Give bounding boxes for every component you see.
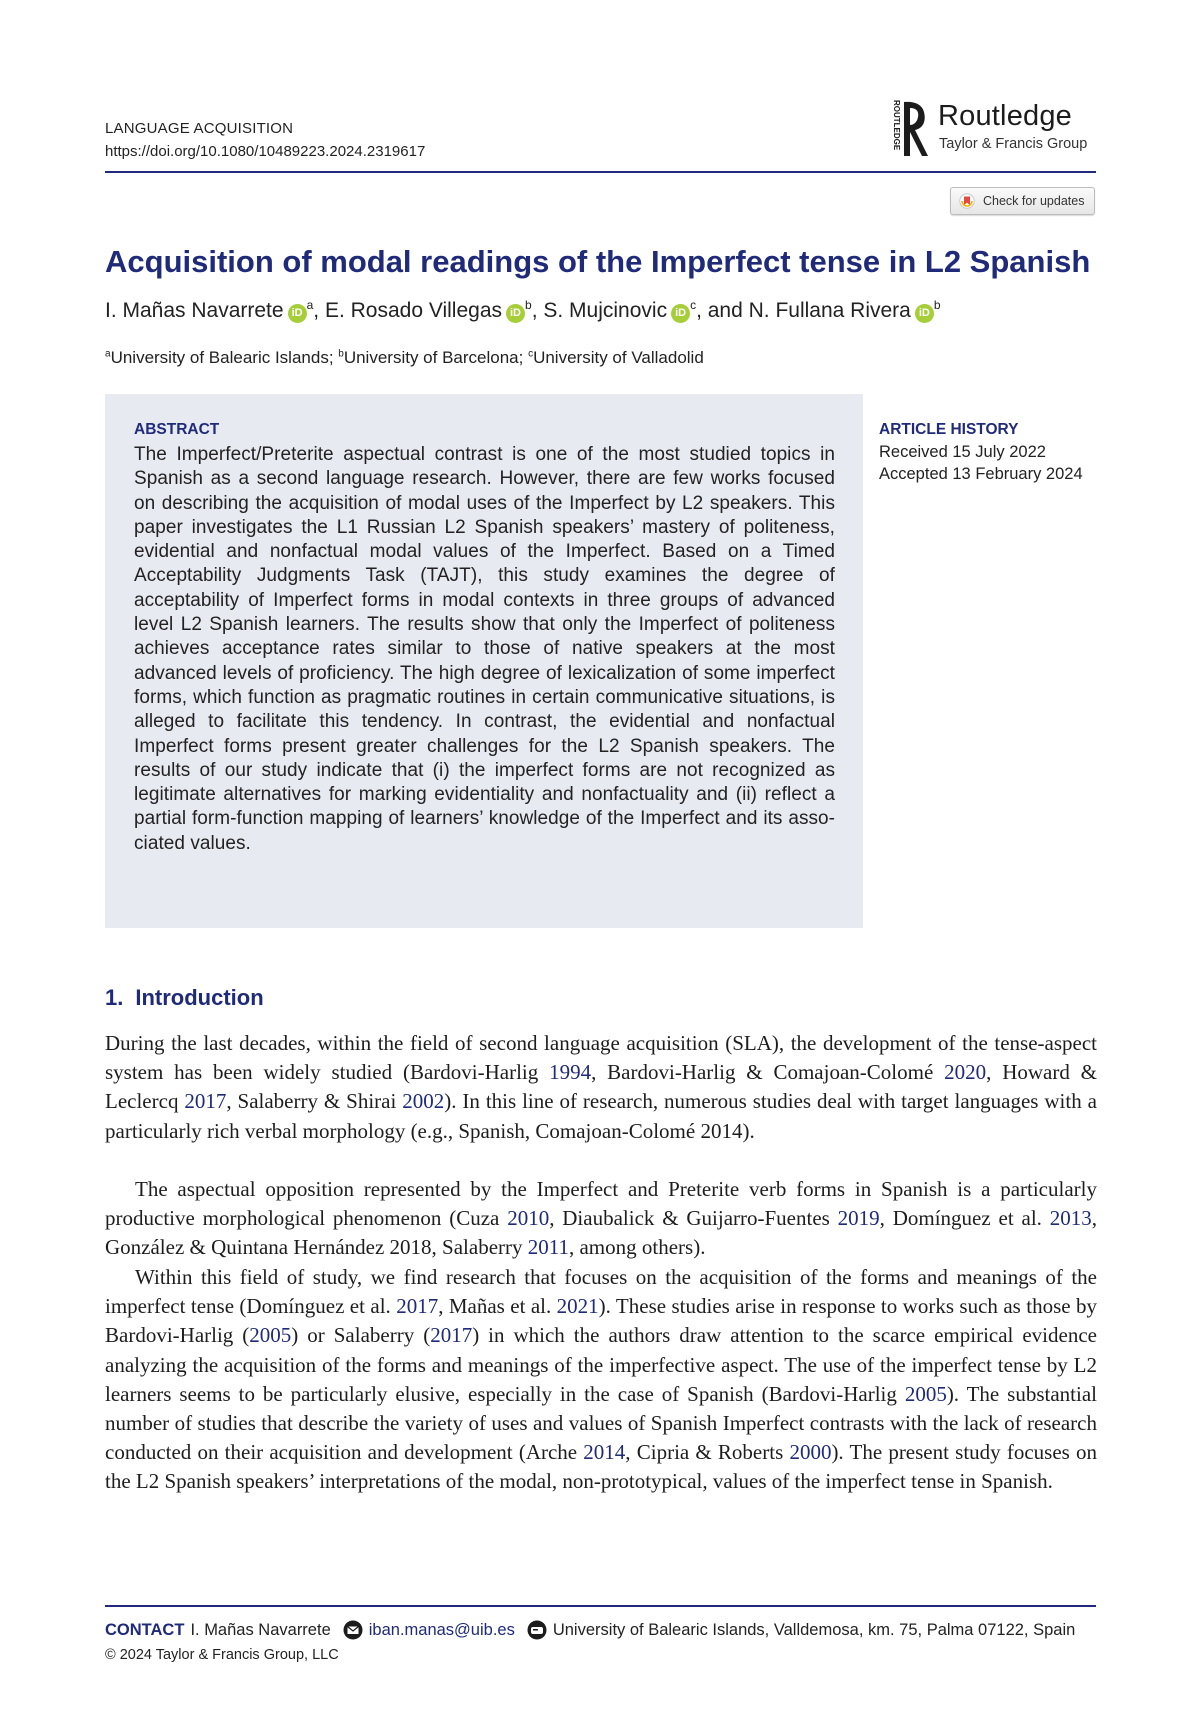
paragraph-text: , González & Quintana Hernández 2018, Salaberry (105, 1206, 1097, 1260)
affiliations (105, 348, 704, 368)
affiliation-name: University of Valladolid (533, 348, 704, 367)
publisher-logo[interactable] (888, 98, 1100, 160)
intro-paragraph-3 (105, 1263, 1097, 1497)
author-name: E. Rosado Villegas (324, 299, 502, 322)
author-list (105, 298, 941, 323)
crossmark-icon (959, 193, 975, 209)
citation-link[interactable]: 2017 (430, 1323, 473, 1348)
doi-link[interactable]: https://doi.org/10.1080/10489223.2024.2319617 (105, 143, 426, 160)
author-name: I. Mañas Navarrete (105, 299, 284, 322)
article-history-heading: ARTICLE HISTORY (879, 421, 1019, 438)
envelope-icon (343, 1620, 363, 1640)
citation-link[interactable]: 2010 (507, 1206, 550, 1231)
paragraph-text: ) in which the authors draw attention to the scarce empirical evidence analyzing the acquisition of the forms and meanings of the imperfective aspect. The use of the imperfect tense by L2 learners seems to be particularly elusive, especially in the case of Spanish (Bardovi-Harlig (105, 1323, 1097, 1406)
affiliation-marker: c (528, 348, 534, 360)
citation-link[interactable]: 2017 (396, 1294, 439, 1319)
citation-link[interactable]: 1994 (549, 1060, 592, 1085)
abstract-heading: ABSTRACT (134, 421, 220, 438)
citation-link[interactable]: 2017 (184, 1089, 227, 1114)
affiliation-marker: b (338, 348, 344, 360)
paragraph-text: , Domínguez et al. (879, 1206, 1050, 1231)
orcid-icon[interactable]: iD (506, 304, 525, 323)
citation-link[interactable]: 2005 (904, 1381, 947, 1406)
author-affiliation-marker: a (306, 298, 314, 312)
paragraph-text: , Diaubalick & Guijarro-Fuentes (549, 1206, 838, 1231)
author-separator: , (531, 299, 544, 322)
orcid-icon[interactable]: iD (915, 304, 934, 323)
author-affiliation-marker: c (690, 298, 697, 312)
affiliation-name: University of Balearic Islands; (110, 348, 339, 367)
paragraph-text: The aspectual opposition represented by the Imperfect and Preterite verb forms in Spanish is a particularly productive morphological phenomenon (Cuza (105, 1177, 1097, 1231)
section-title: Introduction (135, 985, 264, 1010)
orcid-icon[interactable]: iD (288, 304, 307, 323)
affiliation-marker: a (105, 348, 111, 360)
copyright: © 2024 Taylor & Francis Group, LLC (105, 1647, 339, 1663)
paragraph-text: ) or Salaberry ( (291, 1323, 431, 1348)
citation-link[interactable]: 2019 (837, 1206, 880, 1231)
journal-name: LANGUAGE ACQUISITION (105, 120, 294, 137)
paragraph-text: Within this field of study, we find research that focuses on the acquisition of the forms and meanings of the imperfect tense (Domínguez et al. (105, 1265, 1097, 1319)
citation-link[interactable]: 2002 (402, 1089, 445, 1114)
affiliation-name: University of Barcelona; (343, 348, 529, 367)
publisher-group: Taylor & Francis Group (939, 136, 1088, 152)
abstract-text: The Imperfect/Preterite aspectual contrast is one of the most studied topics in Spanish as a second language research. However, there are few works focused on describing the acquisition of modal uses of the Imperfect by L2 speakers. This paper investigates the L1 Russian L2 Spanish speakers’ mastery of politeness, evidential and nonfactual modal values of the Imperfect. Based on a Timed Acceptability Judgments Task (TAJT), this study examines the degree of acceptability of Imperfect forms in modal contexts in three groups of advanced level L2 Spanish learners. The results show that only the Imperfect of politeness achieves acceptance rates similar to those of native speakers at the most advanced levels of proficiency. The high degree of lexicalization of some imperfect forms, which function as pragmatic routines in certain communicative situations, is alleged to facilitate this tendency. In contrast, the evidential and nonfactual Imperfect forms present greater challenges for the L2 Spanish speakers. The results of our study indicate that (i) the imperfect forms are not recognized as legitimate alternatives for marking evidentiality and nonfactuality and (ii) reflect a partial form-function mapping of learners’ knowledge of the Imperfect and its associated values. (134, 444, 835, 854)
intro-paragraph-2 (105, 1175, 1097, 1263)
paragraph-text: , Bardovi-Harlig & Comajoan-Colomé (591, 1060, 945, 1085)
author-separator: , (313, 299, 325, 322)
citation-link[interactable]: 2013 (1049, 1206, 1092, 1231)
author-name: N. Fullana Rivera (748, 299, 911, 322)
publisher-vertical-text: ROUTLEDGE (892, 100, 901, 151)
accepted-date: Accepted 13 February 2024 (879, 465, 1083, 483)
orcid-icon[interactable]: iD (671, 304, 690, 323)
contact-label: CONTACT (105, 1620, 185, 1639)
contact-name: I. Mañas Navarrete (190, 1620, 331, 1639)
contact-line (105, 1620, 1075, 1640)
paragraph-text: ). The present study focuses on the L2 Spanish speakers’ interpretations of the modal, non-prototypical, values of the imperfect tense in Spanish. (105, 1440, 1097, 1494)
paragraph-text: ). The substantial number of studies that describe the variety of uses and values of Spanish Imperfect contrasts with the lack of research conducted on their acquisition and development (Arche (105, 1381, 1097, 1465)
paragraph-text: , Howard & Leclercq (105, 1060, 1098, 1114)
publisher-name: Routledge (938, 100, 1073, 132)
citation-link[interactable]: 2011 (527, 1235, 569, 1260)
routledge-logo-icon (888, 98, 928, 160)
citation-link[interactable]: 2014 (583, 1440, 626, 1465)
author-affiliation-marker: b (933, 298, 941, 312)
header-divider (105, 171, 1096, 173)
section-number: 1. (105, 985, 124, 1010)
footer-divider (105, 1605, 1096, 1607)
citation-link[interactable]: 2021 (556, 1294, 599, 1319)
received-date: Received 15 July 2022 (879, 443, 1046, 461)
contact-address: University of Balearic Islands, Valldemosa, km. 75, Palma 07122, Spain (552, 1620, 1076, 1639)
author-separator: , and (696, 299, 749, 322)
contact-email[interactable]: iban.manas@uib.es (368, 1620, 515, 1639)
check-for-updates-button[interactable] (950, 187, 1095, 215)
author-affiliation-marker: b (525, 298, 532, 312)
citation-link[interactable]: 2005 (249, 1323, 292, 1348)
citation-link[interactable]: 2020 (944, 1060, 987, 1085)
paragraph-text: ). In this line of research, numerous studies deal with target languages with a particularly rich verbal morphology (e.g., Spanish, Comajoan-Colomé 2014). (105, 1089, 1097, 1143)
check-for-updates-label: Check for updates (983, 194, 1085, 208)
intro-paragraph-1 (105, 1029, 1097, 1146)
section-heading-introduction (105, 985, 264, 1011)
citation-link[interactable]: 2000 (789, 1440, 832, 1465)
paragraph-text: ). These studies arise in response to works such as those by Bardovi-Harlig ( (105, 1294, 1097, 1348)
paragraph-text: , Cipria & Roberts (625, 1440, 790, 1465)
paragraph-text: , Mañas et al. (438, 1294, 557, 1319)
paragraph-text: During the last decades, within the field of second language acquisition (SLA), the development of the tense-aspect system has been widely studied (Bardovi-Harlig (105, 1031, 1097, 1085)
author-name: S. Mujcinovic (543, 299, 668, 322)
article-title: Acquisition of modal readings of the Imperfect tense in L2 Spanish (105, 244, 1091, 279)
paragraph-text: , among others). (568, 1235, 706, 1260)
mailbox-icon (527, 1620, 547, 1640)
paragraph-text: , Salaberry & Shirai (226, 1089, 403, 1114)
